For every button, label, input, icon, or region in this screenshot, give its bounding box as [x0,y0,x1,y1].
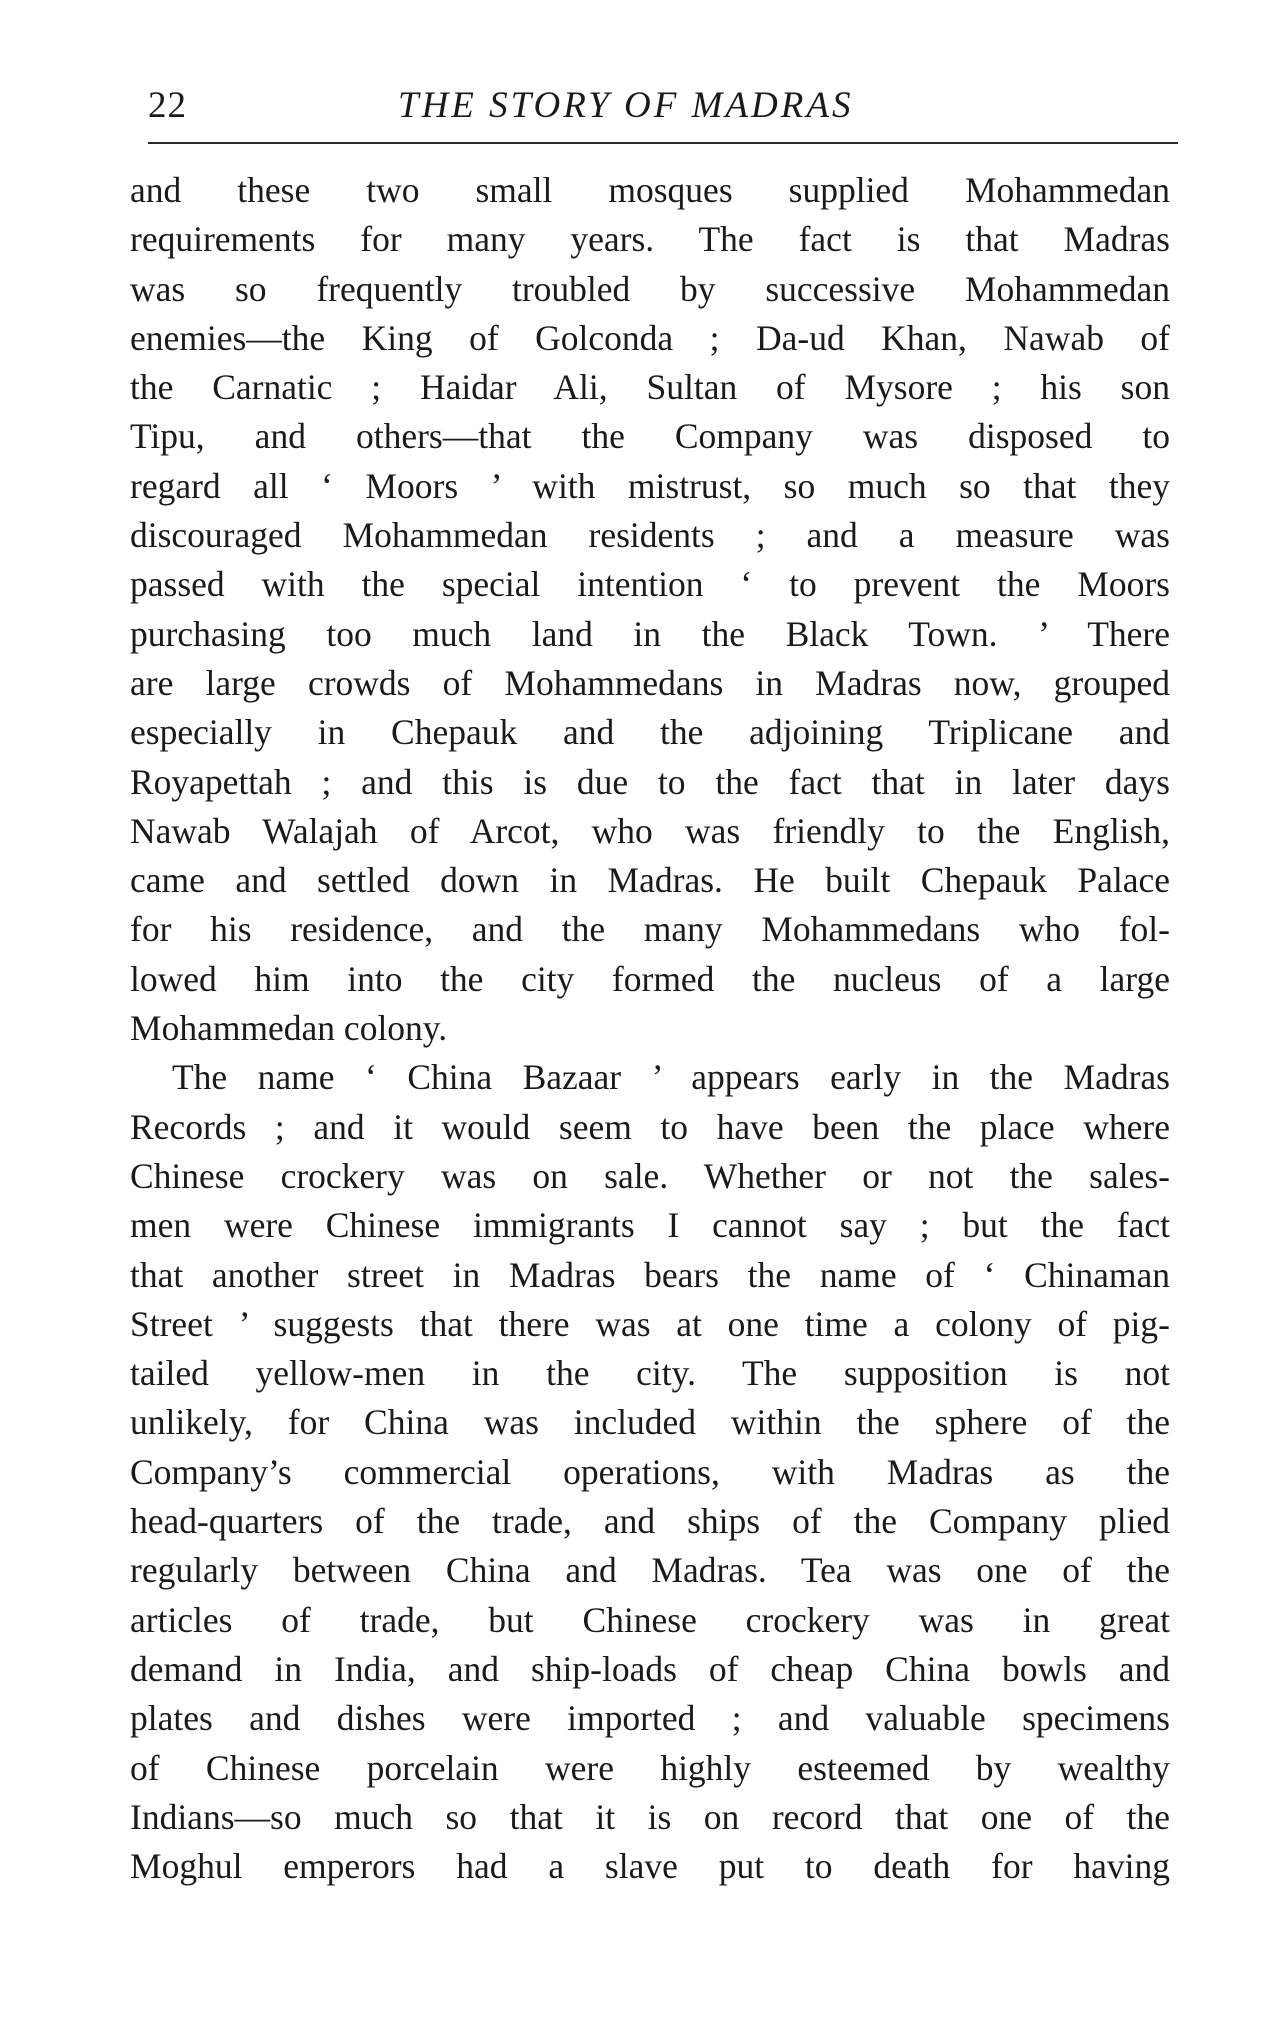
text-line: Indians—so much so that it is on record that one of the [130,1796,1170,1837]
text-line: plates and dishes were imported ; and valuable specimens [130,1698,1170,1739]
running-title: THE STORY OF MADRAS [398,85,854,126]
text-line: Nawab Walajah of Arcot, who was friendly to the English, [130,810,1170,851]
text-line: Tipu, and others—that the Company was disposed to [130,416,1170,457]
header-rule [148,142,1178,144]
paragraph-1 [130,166,1170,1053]
text-line: head-quarters of the trade, and ships of the Company plied [130,1501,1170,1542]
text-line: articles of trade, but Chinese crockery was in great [130,1599,1170,1640]
text-line: came and settled down in Madras. He built Chepauk Palace [130,860,1170,901]
text-line: purchasing too much land in the Black Town. ’ There [130,613,1170,654]
text-line: Street ’ suggests that there was at one time a colony of pig- [130,1303,1170,1344]
text-line: lowed him into the city formed the nucleus of a large [130,958,1170,999]
body-text [130,166,1170,1891]
text-line: regard all ‘ Moors ’ with mistrust, so much so that they [130,465,1170,506]
text-line: Company’s commercial operations, with Madras as the [130,1451,1170,1492]
text-line: especially in Chepauk and the adjoining Triplicane and [130,712,1170,753]
text-line: and these two small mosques supplied Mohammedan [130,170,1170,210]
text-line: unlikely, for China was included within the sphere of the [130,1402,1170,1443]
text-line: Royapettah ; and this is due to the fact that in later days [130,761,1170,802]
text-line: discouraged Mohammedan residents ; and a measure was [130,515,1170,556]
text-line: Chinese crockery was on sale. Whether or not the sales- [130,1155,1170,1196]
text-line: passed with the special intention ‘ to prevent the Moors [130,564,1170,605]
text-line: Moghul emperors had a slave put to death for having [130,1846,1170,1887]
text-line: enemies—the King of Golconda ; Da-ud Khan, Nawab of [130,317,1170,358]
text-line: demand in India, and ship-loads of cheap China bowls and [130,1648,1170,1689]
text-line: for his residence, and the many Mohammedans who fol- [130,909,1170,950]
text-line: The name ‘ China Bazaar ’ appears early in the Madras [172,1057,1170,1098]
text-line: regularly between China and Madras. Tea was one of the [130,1550,1170,1591]
paragraph-2 [130,1053,1170,1891]
text-line: Records ; and it would seem to have been the place where [130,1106,1170,1147]
text-line: was so frequently troubled by successive Mohammedan [130,268,1170,309]
running-head [148,78,1178,134]
text-line: that another street in Madras bears the name of ‘ Chinaman [130,1254,1170,1295]
text-line: Mohammedan colony. [130,1008,448,1049]
text-line: the Carnatic ; Haidar Ali, Sultan of Mysore ; his son [130,367,1170,408]
page-number: 22 [148,85,187,126]
text-line: tailed yellow-men in the city. The supposition is not [130,1353,1170,1394]
text-line: requirements for many years. The fact is that Madras [130,219,1170,260]
text-line: of Chinese porcelain were highly esteemed by wealthy [130,1747,1170,1788]
text-line: men were Chinese immigrants I cannot say ; but the fact [130,1205,1170,1246]
text-line: are large crowds of Mohammedans in Madras now, grouped [130,662,1170,703]
